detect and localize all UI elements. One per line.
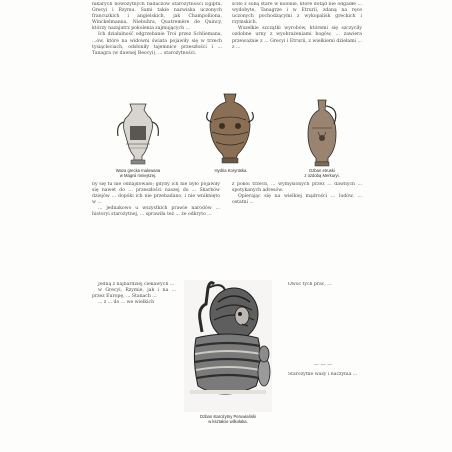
etruscan-jug-illustration (302, 98, 342, 168)
figure-corinthian-hydria (200, 92, 260, 166)
text-column-middle-left (92, 182, 220, 278)
paragraph: ... jednakowo u wszystkich prawie narodów ... historyi starożytnej, ... sprawiła też ... że odkryto ... (92, 206, 220, 218)
text-column-top-left (92, 2, 222, 78)
greek-vase-illustration (108, 100, 168, 166)
text-column-bottom-right-2 (282, 372, 362, 448)
paragraph: Wszelkie szczątki wyrobów, któremi się szczyciły ozdobne urny z wyobrażeniami bogów, ... zawiera przeważnie z ... Grecyi i Etrurii, z wielkiemi dziełami ... z ... (232, 26, 362, 50)
figure-peruvian-vessel (184, 280, 272, 412)
paragraph: Ich działalność odgrzebanie Troi przez Schliemana, ...ów, które na widowni świata pojawiły się w trzech tysiącleciach, odsłoniły tajemnice przeszłości i ... Tanagra (w dawnej Beocyi), ... starożytności. (92, 32, 222, 56)
text-column-bottom-left (92, 282, 176, 448)
text-column-top-right (232, 2, 362, 78)
figure-greek-vase (108, 100, 168, 166)
paragraph: Starożytne wazy i naczynia ... (288, 372, 358, 377)
paragraph: ściło z sobą stare w kolonie, które dotąd nie odgadłe ... wydobyte, Tanagrze i w Etrurii, zdaną na ręce uczonych pochodzącymi z wykopalisk greckich i rzymskich. (232, 2, 362, 26)
section-separator: — — — (313, 362, 333, 368)
paragraph: ... z ... do ... we wielkich (98, 300, 155, 306)
paragraph: nikarych nowożytnych badaczów starożytności Egiptu, Grecyi i Rzymu. Sami takie nazwiska uczonych francuzkich i angielskich, jak Champolliona, Winckelmanna, Niebuhra, Quatremère de Quincy, którzy nazajutrz pokolenia zajmujących ... (92, 2, 222, 32)
text-column-middle-right (232, 182, 362, 278)
paragraph: w Grecyi, Rzymie, jak i na ... przez Europę, ... Stanach ... (92, 288, 176, 300)
paragraph: Opierając się na wielkiej mądrości ... ludów, ... ostatni ... (232, 194, 362, 206)
paragraph: z pokoi trzech, ... wymyślonych przez ... dawnych ... spotykanych adresów. (232, 182, 362, 194)
caption-etruscan-jug: Dzban etruski z ozdobą Merkuryi. (304, 168, 340, 178)
peruvian-vessel-illustration (184, 280, 272, 412)
paragraph: Owoc tych prac, ... (288, 282, 332, 287)
hydria-illustration (200, 92, 260, 166)
figure-etruscan-jug (302, 98, 342, 168)
caption-peruvian-vessel: Dzban starożytny Peruwiański w kształcie wilkołaka. (199, 414, 257, 424)
caption-corinthian-hydria: Hydria Koryntska. (214, 168, 248, 173)
caption-greek-vase: Waza grecka malowana w Magnii mniejszej. (115, 168, 161, 178)
paragraph: by się tu nie odnajdowało; gdyby ich nie było pojawiły się nawet do ... przeszłości naszej do ... Skarbów dziejów ... dopóki ich nie przebadano, i nie wniknięto w ... (92, 182, 220, 206)
paragraph: Jedną z najbardziej ciekawych ... (98, 282, 175, 287)
text-column-bottom-right (282, 282, 362, 358)
